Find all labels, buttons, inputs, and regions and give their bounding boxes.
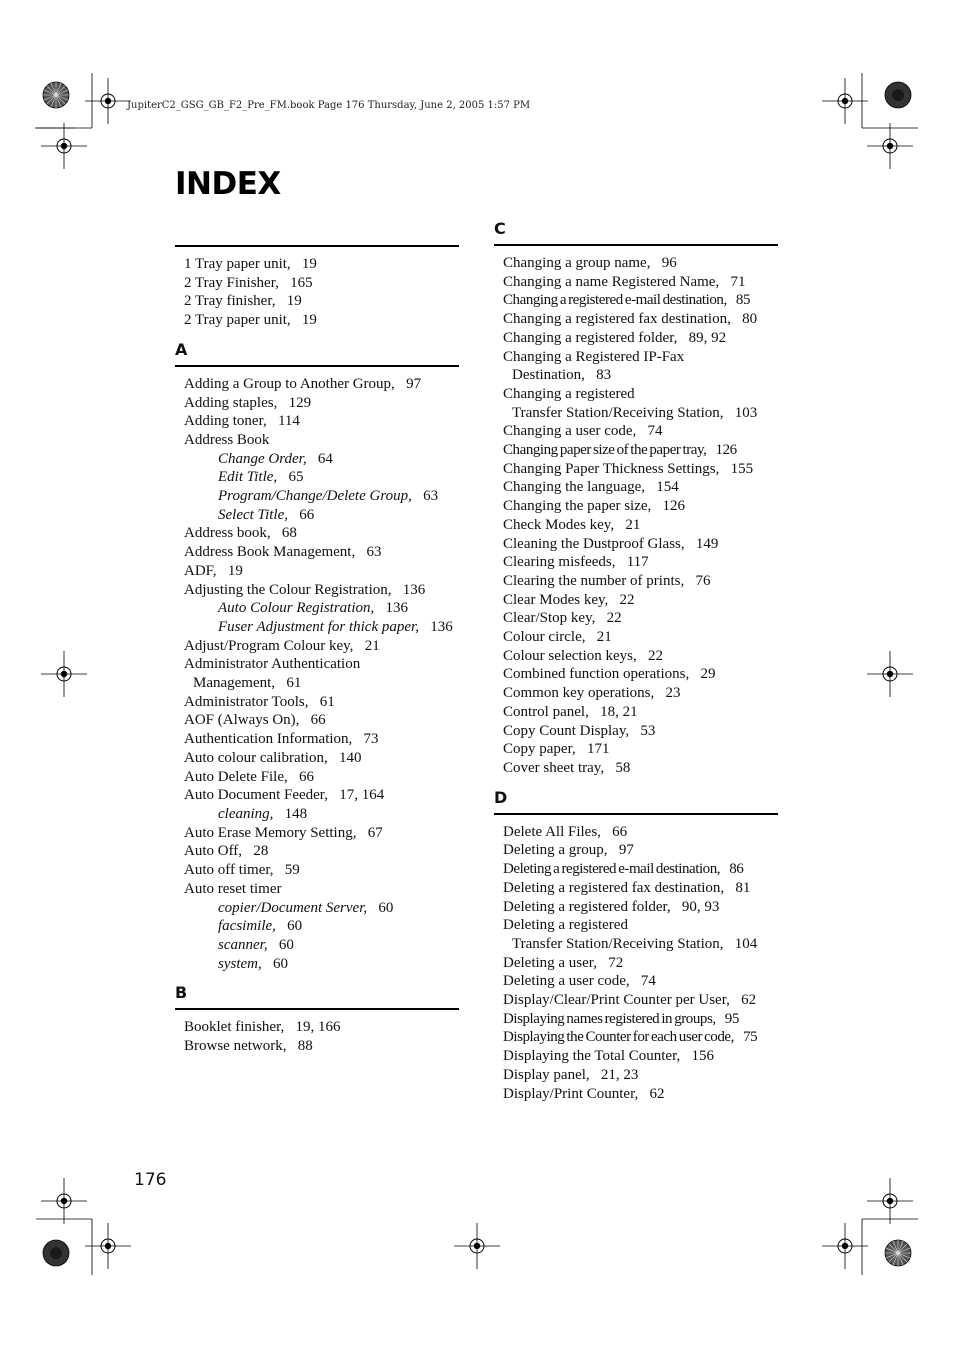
index-entry-pages: 23 (665, 685, 681, 702)
index-entry-pages: 66 (612, 823, 628, 840)
index-entry-term: Adding a Group to Another Group, (184, 375, 395, 392)
index-entry-term: Cleaning the Dustproof Glass, (503, 535, 685, 552)
index-entry-term: Clear/Stop key, (503, 610, 596, 627)
index-entry-term: Colour circle, (503, 629, 586, 646)
index-entry-pages: 64 (317, 450, 333, 467)
index-entry-pages: 61 (319, 693, 335, 710)
index-entry (175, 768, 459, 787)
index-entry-term: Edit Title, (218, 469, 278, 486)
index-entry (494, 1085, 778, 1104)
index-entry-pages: 81 (735, 879, 751, 896)
index-entry-pages: 66 (299, 506, 315, 523)
index-entry (175, 562, 459, 581)
index-entry-pages: 29 (700, 666, 716, 683)
index-entry (494, 1047, 778, 1066)
index-entry-term: cleaning, (218, 805, 274, 822)
index-entry-pages: 62 (649, 1085, 665, 1102)
index-entry (494, 665, 778, 684)
index-entry-pages: 60 (273, 955, 288, 972)
index-entry-term: Displaying the Total Counter, (503, 1048, 681, 1065)
index-entry-pages: 66 (310, 712, 326, 729)
index-section-d (494, 823, 778, 1104)
index-entry-pages: 19 (286, 293, 302, 310)
index-entry-term: Deleting a registered e-mail destination, (503, 861, 721, 878)
index-entry-term: Management, (193, 675, 276, 692)
index-entry-pages: 96 (661, 255, 677, 271)
index-entry (494, 860, 778, 879)
index-entry-term: Delete All Files, (503, 823, 601, 840)
index-entry-pages: 148 (284, 805, 308, 822)
index-entry-term: Changing a registered folder, (503, 329, 678, 346)
index-entry-term: Displaying names registered in groups, (503, 1010, 716, 1027)
index-entry-pages: 103 (734, 404, 758, 421)
index-entry (494, 954, 778, 973)
index-entry-pages: 19 (227, 562, 243, 579)
index-entry-term: Transfer Station/Receiving Station, (512, 935, 724, 952)
index-entry-term: Display/Print Counter, (503, 1085, 639, 1102)
index-entry-term: Authentication Information, (184, 731, 353, 748)
index-entry-term: Colour selection keys, (503, 647, 637, 664)
index-entry-term: Cover sheet tray, (503, 759, 605, 776)
index-entry-pages: 104 (734, 935, 758, 952)
index-entry-pages: 136 (430, 618, 453, 635)
index-entry (494, 722, 778, 741)
index-entry-pages: 80 (742, 311, 758, 328)
index-entry-term: 2 Tray Finisher, (184, 274, 279, 291)
index-entry-term: Copy Count Display, (503, 722, 630, 739)
index-entry-pages: 136 (385, 600, 409, 617)
index-entry-term: Clearing misfeeds, (503, 554, 616, 571)
index-entry (494, 703, 778, 722)
index-entry (494, 916, 778, 935)
index-entry-term: Adding staples, (184, 394, 278, 411)
index-entry-term: Auto Delete File, (184, 768, 288, 785)
index-entry-term: Changing a registered fax destination, (503, 311, 731, 328)
index-entry (494, 823, 778, 842)
index-entry-term: Adjusting the Colour Registration, (184, 581, 392, 598)
index-entry-term: Address Book Management, (184, 544, 356, 561)
index-entry (494, 516, 778, 535)
index-entry (494, 497, 778, 516)
index-entry-term: 2 Tray finisher, (184, 293, 276, 310)
index-section-c (494, 254, 778, 778)
index-entry-pages: 117 (626, 554, 649, 571)
index-entry (494, 273, 778, 292)
index-entry-pages: 22 (647, 647, 663, 664)
index-entry-term: Booklet finisher, (184, 1019, 285, 1036)
index-entry-pages: 129 (288, 394, 312, 411)
index-entry-term: Transfer Station/Receiving Station, (512, 404, 724, 421)
index-entry-pages: 156 (691, 1048, 714, 1065)
index-entry-term: Address Book (184, 431, 270, 448)
index-entry-pages: 155 (730, 460, 754, 477)
index-entry-term: Deleting a registered (503, 917, 628, 934)
index-entry (175, 274, 459, 293)
index-entry-pages: 90, 93 (681, 898, 720, 915)
index-entry-pages: 83 (596, 367, 612, 384)
index-entry-pages: 154 (656, 479, 679, 496)
index-entry (175, 292, 459, 311)
index-entry-pages: 21, 23 (600, 1066, 639, 1083)
index-entry (175, 861, 459, 880)
index-entry-term: Auto reset timer (184, 880, 282, 897)
index-entry-term: Auto off timer, (184, 862, 274, 879)
index-entry-term: Administrator Tools, (184, 693, 309, 710)
section-rule (175, 1008, 459, 1010)
index-entry-term: Fuser Adjustment for thick paper, (218, 618, 419, 635)
index-entry-pages: 89, 92 (688, 329, 727, 346)
index-entry-pages: 71 (730, 273, 746, 290)
section-rule (494, 813, 778, 815)
index-entry (175, 786, 459, 805)
index-entry-pages: 59 (284, 862, 300, 879)
index-entry (494, 647, 778, 666)
index-entry-pages: 21 (364, 637, 380, 654)
index-entry (494, 1010, 778, 1029)
page-number: 176 (134, 1170, 167, 1190)
index-entry-pages: 75 (743, 1029, 758, 1046)
index-entry-pages: 136 (402, 581, 426, 598)
index-entry-term: Changing a registered e-mail destination, (503, 292, 727, 309)
index-entry (494, 422, 778, 441)
index-entry (175, 749, 459, 768)
index-entry (494, 478, 778, 497)
index-entry-pages: 66 (298, 768, 314, 785)
index-entry-term: Deleting a user code, (503, 973, 630, 990)
index-entry-pages: 53 (640, 722, 656, 739)
index-entry-term: Select Title, (218, 506, 288, 523)
index-entry-pages: 65 (288, 469, 304, 486)
index-entry (494, 898, 778, 917)
index-entry (175, 955, 459, 974)
file-info-header: JupiterC2_GSG_GB_F2_Pre_FM.book Page 176 Thursday, June 2, 2005 1:57 PM (127, 100, 531, 111)
index-entry-term: facsimile, (218, 918, 276, 935)
index-entry-pages: 60 (287, 918, 303, 935)
index-entry-pages: 74 (647, 423, 663, 440)
index-entry (175, 431, 459, 450)
index-entry (494, 991, 778, 1010)
index-entry-pages: 114 (277, 413, 300, 430)
registration-mark-bottom-right (822, 1178, 918, 1275)
index-entry-term: Control panel, (503, 703, 589, 720)
index-entry (175, 917, 459, 936)
index-entry-pages: 19 (301, 312, 317, 329)
index-entry-term: Display panel, (503, 1066, 590, 1083)
index-entry (175, 880, 459, 899)
index-entry-term: Deleting a group, (503, 842, 608, 859)
index-entry (175, 450, 459, 469)
index-entry-pages: 60 (278, 936, 294, 953)
index-entry-term: Common key operations, (503, 685, 655, 702)
index-entry-pages: 86 (729, 861, 744, 878)
index-entry-pages: 19, 166 (295, 1019, 341, 1036)
index-entry-pages: 73 (363, 731, 379, 748)
index-entry (494, 291, 778, 310)
index-entry-term: Deleting a registered fax destination, (503, 879, 725, 896)
index-entry (494, 591, 778, 610)
index-entry-pages: 76 (695, 572, 711, 589)
registration-mark-mid-right (867, 651, 913, 697)
index-entry (494, 553, 778, 572)
index-entry (494, 879, 778, 898)
index-entry-pages: 61 (286, 675, 302, 692)
index-entry-pages: 97 (406, 375, 422, 392)
index-entry (175, 637, 459, 656)
index-entry (175, 1018, 459, 1037)
index-entry-term: Deleting a registered folder, (503, 898, 671, 915)
index-entry (494, 935, 778, 954)
index-entry-pages: 63 (366, 544, 382, 561)
index-entry-term: Clearing the number of prints, (503, 572, 685, 589)
index-entry-term: Administrator Authentication (184, 656, 361, 673)
index-section-numbers (175, 255, 459, 330)
index-entry-pages: 58 (615, 759, 631, 776)
index-entry (494, 385, 778, 404)
index-entry-pages: 19 (301, 256, 317, 272)
index-entry-term: Address book, (184, 525, 271, 542)
index-entry (175, 936, 459, 955)
index-entry (175, 655, 459, 674)
index-entry-term: Changing a group name, (503, 255, 651, 271)
index-entry (175, 375, 459, 394)
index-entry (494, 348, 778, 367)
index-entry-pages: 149 (695, 535, 719, 552)
index-entry (175, 524, 459, 543)
index-entry-pages: 97 (618, 842, 634, 859)
index-entry (175, 693, 459, 712)
index-entry-pages: 68 (281, 525, 297, 542)
index-entry (175, 599, 459, 618)
index-entry-term: Auto Off, (184, 843, 243, 860)
index-entry (494, 740, 778, 759)
section-letter-c: C (494, 219, 506, 238)
index-entry-pages: 17, 164 (339, 787, 385, 804)
index-entry-pages: 18, 21 (600, 703, 638, 720)
index-entry-term: Changing paper size of the paper tray, (503, 442, 707, 459)
index-entry-term: 1 Tray paper unit, (184, 256, 291, 272)
index-entry-term: Check Modes key, (503, 516, 615, 533)
index-entry-term: Deleting a user, (503, 954, 597, 971)
index-entry (494, 759, 778, 778)
index-entry-term: scanner, (218, 936, 268, 953)
page-title: INDEX (175, 166, 281, 202)
section-rule (175, 365, 459, 367)
index-entry-term: copier/Document Server, (218, 899, 368, 916)
index-section-b (175, 1018, 459, 1055)
index-entry-pages: 63 (423, 488, 439, 505)
index-entry (175, 1037, 459, 1056)
index-entry-term: Changing a name Registered Name, (503, 273, 720, 290)
index-entry-pages: 126 (662, 498, 686, 515)
registration-mark-bottom-left (36, 1178, 131, 1275)
index-section-a (175, 375, 459, 974)
index-entry-pages: 126 (715, 442, 737, 459)
index-entry (494, 972, 778, 991)
index-entry (494, 841, 778, 860)
index-entry-pages: 21 (625, 516, 641, 533)
index-entry-pages: 28 (253, 843, 269, 860)
index-entry-term: 2 Tray paper unit, (184, 312, 291, 329)
index-entry (175, 468, 459, 487)
index-entry (494, 1028, 778, 1047)
registration-mark-top-right (822, 73, 918, 169)
index-entry-term: system, (218, 955, 262, 972)
index-entry-pages: 85 (735, 292, 751, 309)
registration-mark-mid-left (41, 651, 87, 697)
index-entry-pages: 67 (367, 824, 383, 841)
index-entry-pages: 62 (741, 992, 757, 1009)
index-entry (494, 1066, 778, 1085)
index-entry (494, 609, 778, 628)
index-entry-term: Displaying the Counter for each user code, (503, 1029, 734, 1046)
index-column-right (494, 219, 778, 1103)
index-entry (494, 460, 778, 479)
index-entry-term: Changing Paper Thickness Settings, (503, 460, 720, 477)
index-entry (494, 310, 778, 329)
index-entry (175, 730, 459, 749)
index-entry-pages: 171 (586, 741, 610, 758)
index-entry (175, 311, 459, 330)
index-entry-pages: 22 (619, 591, 635, 608)
index-entry (494, 254, 778, 273)
index-entry (494, 684, 778, 703)
registration-mark-top-left (35, 73, 131, 169)
index-entry (175, 842, 459, 861)
index-entry-pages: 140 (338, 749, 362, 766)
index-entry-term: Clear Modes key, (503, 591, 609, 608)
index-entry-term: Changing the language, (503, 479, 646, 496)
index-entry-term: Auto Document Feeder, (184, 787, 328, 804)
index-entry (175, 581, 459, 600)
index-entry-pages: 22 (606, 610, 622, 627)
index-entry (175, 506, 459, 525)
index-entry-term: Change Order, (218, 450, 307, 467)
index-entry (175, 674, 459, 693)
index-entry-term: Changing the paper size, (503, 498, 652, 515)
index-entry (494, 572, 778, 591)
section-rule (494, 244, 778, 246)
index-entry-term: Browse network, (184, 1038, 287, 1055)
section-letter-a: A (175, 339, 188, 359)
index-entry (494, 535, 778, 554)
index-entry (494, 366, 778, 385)
index-entry-pages: 88 (297, 1038, 313, 1055)
index-entry-term: Auto colour calibration, (184, 749, 328, 766)
index-entry (175, 543, 459, 562)
index-entry (494, 404, 778, 423)
index-column-left (175, 245, 459, 1056)
index-entry-pages: 74 (640, 973, 656, 990)
index-entry-term: Program/Change/Delete Group, (218, 488, 412, 505)
index-entry-term: Combined function operations, (503, 666, 690, 683)
index-entry (175, 711, 459, 730)
index-entry (494, 329, 778, 348)
index-entry (175, 487, 459, 506)
index-entry (175, 899, 459, 918)
index-entry-term: Display/Clear/Print Counter per User, (503, 992, 730, 1009)
index-entry (494, 441, 778, 460)
section-rule (175, 245, 459, 247)
index-entry-pages: 60 (378, 899, 394, 916)
section-letter-b: B (175, 983, 188, 1003)
index-entry (175, 805, 459, 824)
index-entry (175, 412, 459, 431)
index-entry-pages: 165 (290, 274, 313, 291)
index-entry-term: Auto Colour Registration, (218, 600, 375, 617)
index-entry-term: Auto Erase Memory Setting, (184, 824, 357, 841)
index-entry-pages: 72 (608, 954, 624, 971)
index-entry-term: Adding toner, (184, 413, 267, 430)
index-entry-term: Changing a Registered IP-Fax (503, 348, 685, 365)
index-entry-term: Changing a user code, (503, 423, 637, 440)
index-entry (175, 394, 459, 413)
index-entry-term: ADF, (184, 562, 217, 579)
index-entry-term: AOF (Always On), (184, 712, 300, 729)
section-letter-d: D (494, 787, 508, 807)
index-entry (175, 824, 459, 843)
index-entry (175, 255, 459, 274)
index-entry (494, 628, 778, 647)
index-entry-term: Copy paper, (503, 741, 576, 758)
registration-mark-bottom-center (454, 1223, 500, 1269)
index-entry-term: Adjust/Program Colour key, (184, 637, 354, 654)
index-entry-pages: 95 (724, 1010, 739, 1027)
index-entry (175, 618, 459, 637)
index-entry-term: Changing a registered (503, 385, 635, 402)
index-entry-term: Destination, (512, 367, 585, 384)
index-entry-pages: 21 (596, 629, 612, 646)
